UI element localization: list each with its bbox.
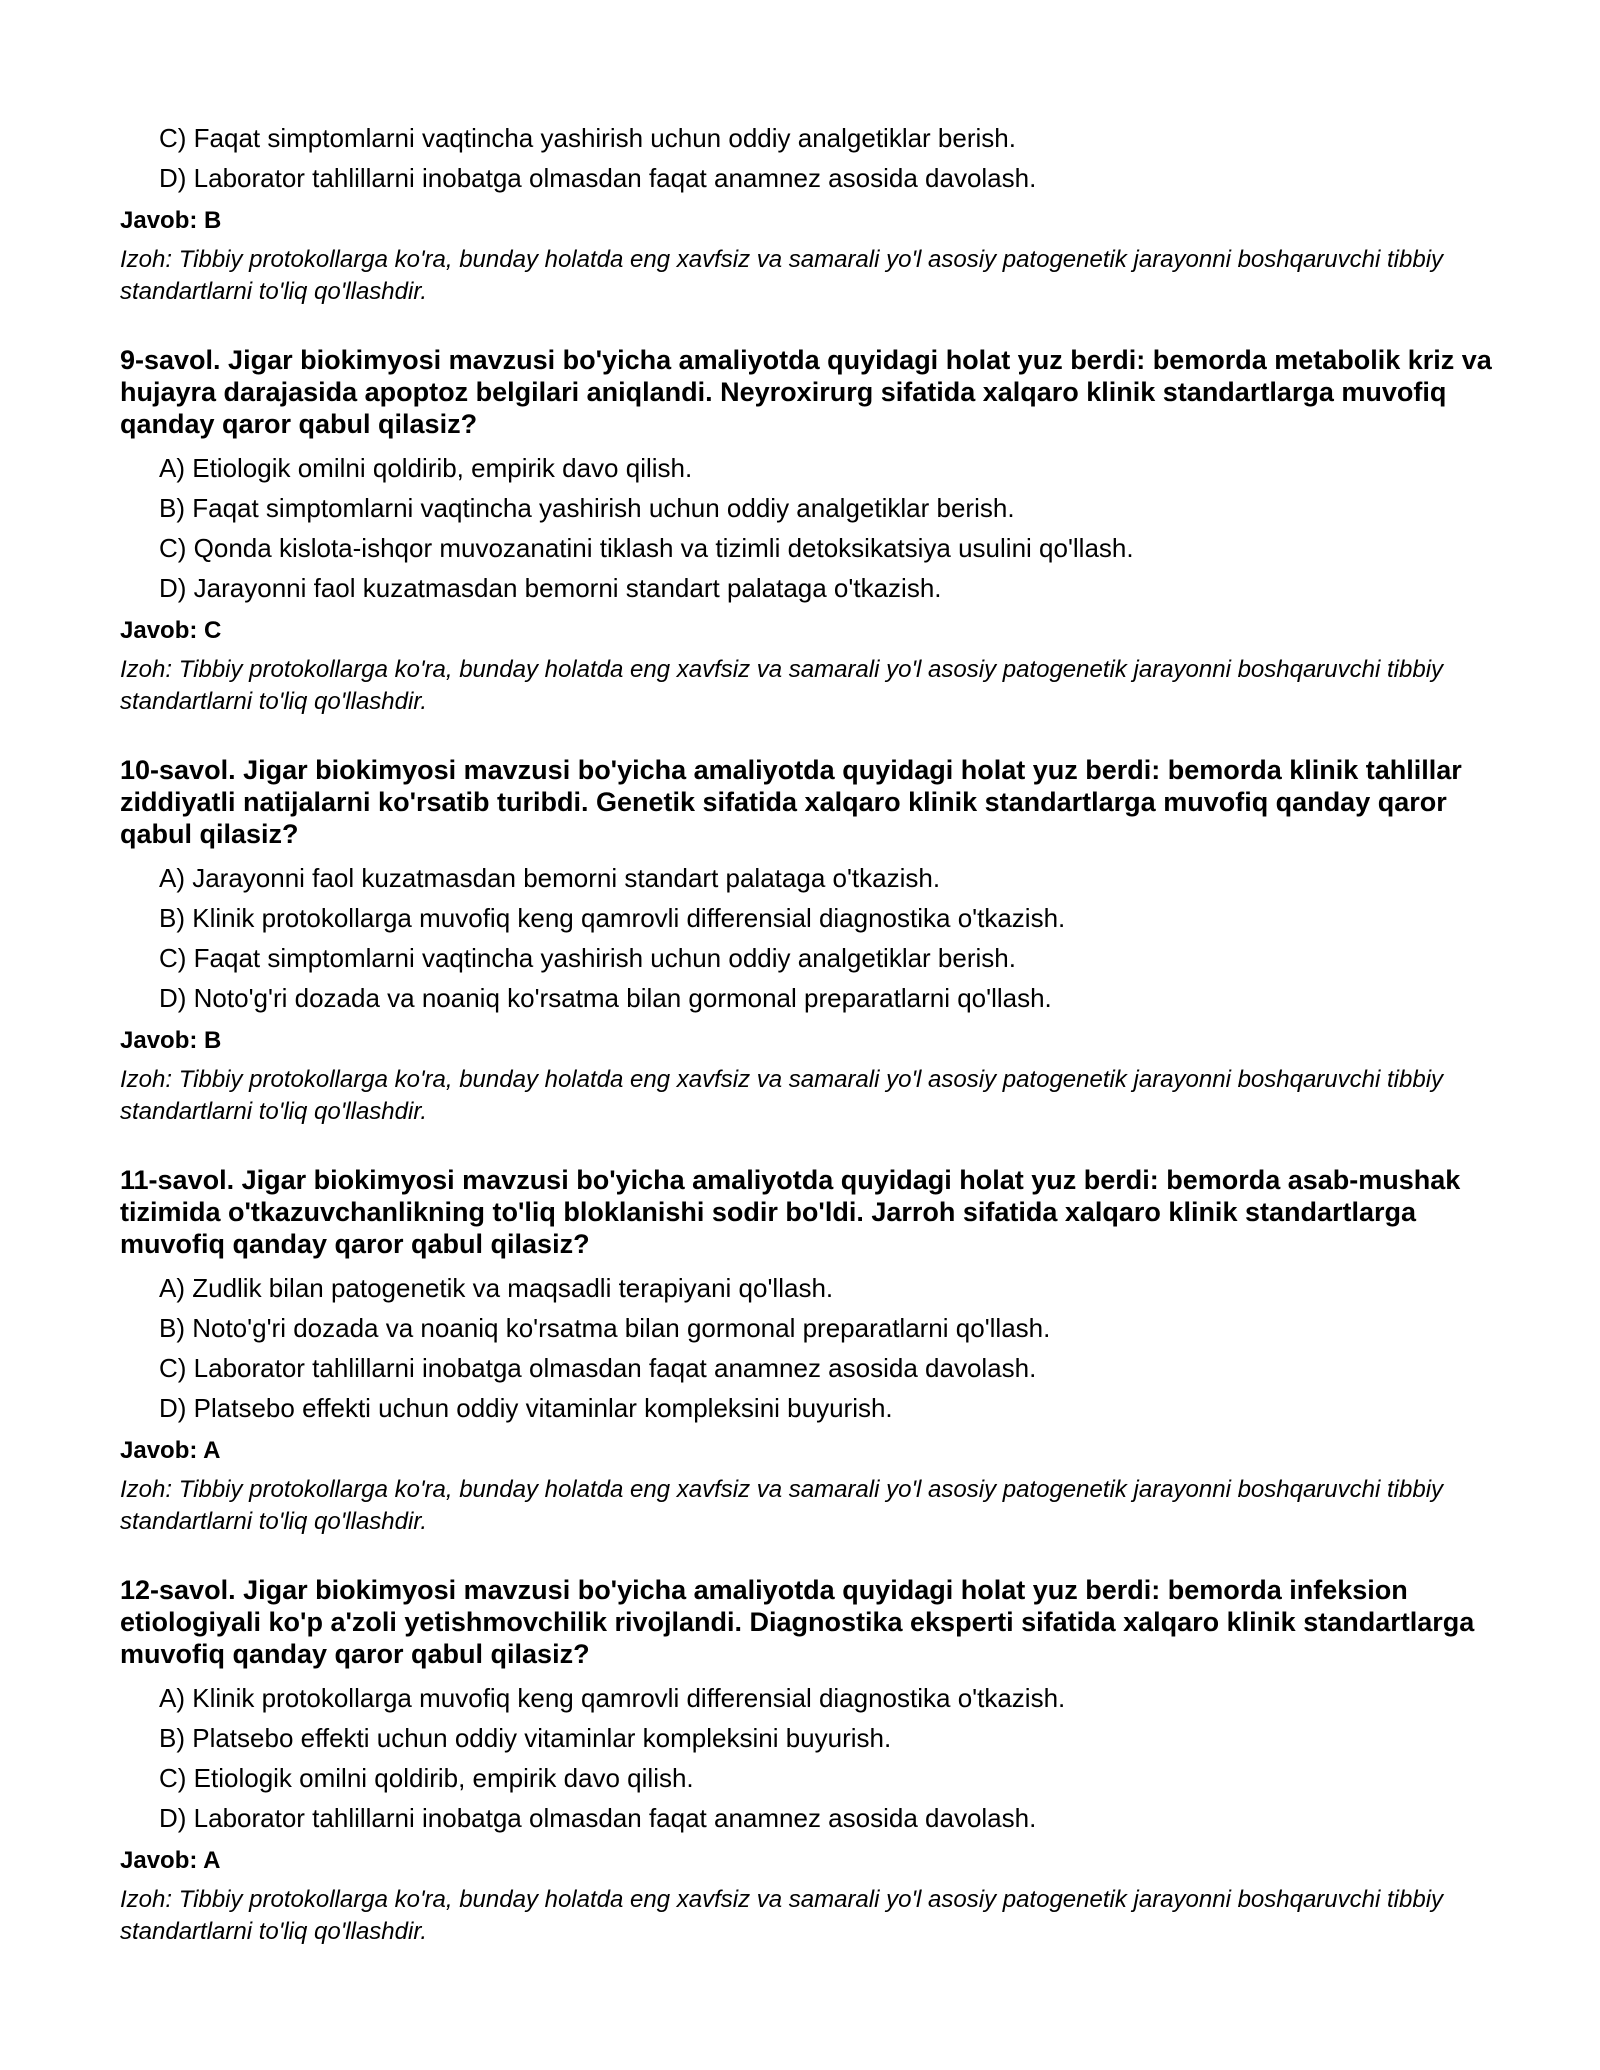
option-d: D) Noto'g'ri dozada va noaniq ko'rsatma bilan gormonal preparatlarni qo'llash.: [159, 983, 1052, 1013]
option-b: B) Noto'g'ri dozada va noaniq ko'rsatma bilan gormonal preparatlarni qo'llash.: [159, 1313, 1051, 1343]
explanation-text: Izoh: Tibbiy protokollarga ko'ra, bunday holatda eng xavfsiz va samarali yo'l asosiy patogenetik jarayonni boshqaruvchi tibbiy standartlarni to'liq qo'llashdir.: [120, 1476, 1444, 1535]
question-text: 10-savol. Jigar biokimyosi mavzusi bo'yicha amaliyotda quyidagi holat yuz berdi: bemorda klinik tahlillar ziddiyatli natijalarni ko'rsatib turibdi. Genetik sifatida xalqaro klinik standartlarga muvofiq qanday qaror qabul qilasiz?: [120, 755, 1462, 849]
option-c: C) Qonda kislota-ishqor muvozanatini tiklash va tizimli detoksikatsiya usulini qo'llash.: [159, 533, 1134, 563]
answer-label: Javob: B: [120, 207, 222, 234]
answer-label: Javob: C: [120, 617, 222, 644]
option-b: B) Klinik protokollarga muvofiq keng qamrovli differensial diagnostika o'tkazish.: [159, 903, 1066, 933]
question-block-12: [120, 1574, 1500, 1948]
option-d: D) Jarayonni faol kuzatmasdan bemorni standart palataga o'tkazish.: [159, 573, 942, 603]
question-text: 9-savol. Jigar biokimyosi mavzusi bo'yicha amaliyotda quyidagi holat yuz berdi: bemorda metabolik kriz va hujayra darajasida apoptoz belgilari aniqlandi. Neyroxirurg sifatida xalqaro klinik standartlarga muvofiq qanday qaror qabul qilasiz?: [120, 345, 1492, 439]
option-c: C) Etiologik omilni qoldirib, empirik davo qilish.: [159, 1763, 694, 1793]
answer-label: Javob: A: [120, 1437, 221, 1464]
option-c: C) Laborator tahlillarni inobatga olmasdan faqat anamnez asosida davolash.: [159, 1353, 1037, 1383]
question-block-11: [120, 1164, 1500, 1538]
question-text: 12-savol. Jigar biokimyosi mavzusi bo'yicha amaliyotda quyidagi holat yuz berdi: bemorda infeksion etiologiyali ko'p a'zoli yetishmovchilik rivojlandi. Diagnostika eksperti sifatida xalqaro klinik standartlarga muvofiq qanday qaror qabul qilasiz?: [120, 1575, 1475, 1669]
explanation-text: Izoh: Tibbiy protokollarga ko'ra, bunday holatda eng xavfsiz va samarali yo'l asosiy patogenetik jarayonni boshqaruvchi tibbiy standartlarni to'liq qo'llashdir.: [120, 246, 1444, 305]
question-block-continued: [120, 118, 1500, 308]
option-b: B) Platsebo effekti uchun oddiy vitaminlar kompleksini buyurish.: [159, 1723, 892, 1753]
option-d: D) Laborator tahlillarni inobatga olmasdan faqat anamnez asosida davolash.: [159, 163, 1037, 193]
question-block-9: [120, 344, 1500, 718]
answer-label: Javob: B: [120, 1027, 222, 1054]
option-b: B) Faqat simptomlarni vaqtincha yashirish uchun oddiy analgetiklar berish.: [159, 493, 1015, 523]
option-c: C) Faqat simptomlarni vaqtincha yashirish uchun oddiy analgetiklar berish.: [159, 123, 1016, 153]
option-a: A) Jarayonni faol kuzatmasdan bemorni standart palataga o'tkazish.: [159, 863, 941, 893]
option-d: D) Platsebo effekti uchun oddiy vitaminlar kompleksini buyurish.: [159, 1393, 893, 1423]
explanation-text: Izoh: Tibbiy protokollarga ko'ra, bunday holatda eng xavfsiz va samarali yo'l asosiy patogenetik jarayonni boshqaruvchi tibbiy standartlarni to'liq qo'llashdir.: [120, 656, 1444, 715]
option-a: A) Klinik protokollarga muvofiq keng qamrovli differensial diagnostika o'tkazish.: [159, 1683, 1066, 1713]
option-a: A) Zudlik bilan patogenetik va maqsadli terapiyani qo'llash.: [159, 1273, 834, 1303]
explanation-text: Izoh: Tibbiy protokollarga ko'ra, bunday holatda eng xavfsiz va samarali yo'l asosiy patogenetik jarayonni boshqaruvchi tibbiy standartlarni to'liq qo'llashdir.: [120, 1066, 1444, 1125]
option-d: D) Laborator tahlillarni inobatga olmasdan faqat anamnez asosida davolash.: [159, 1803, 1037, 1833]
answer-label: Javob: A: [120, 1847, 221, 1874]
option-a: A) Etiologik omilni qoldirib, empirik davo qilish.: [159, 453, 693, 483]
question-block-10: [120, 754, 1500, 1128]
explanation-text: Izoh: Tibbiy protokollarga ko'ra, bunday holatda eng xavfsiz va samarali yo'l asosiy patogenetik jarayonni boshqaruvchi tibbiy standartlarni to'liq qo'llashdir.: [120, 1886, 1444, 1945]
question-text: 11-savol. Jigar biokimyosi mavzusi bo'yicha amaliyotda quyidagi holat yuz berdi: bemorda asab-mushak tizimida o'tkazuvchanlikning to'liq bloklanishi sodir bo'ldi. Jarroh sifatida xalqaro klinik standartlarga muvofiq qanday qaror qabul qilasiz?: [120, 1165, 1461, 1259]
option-c: C) Faqat simptomlarni vaqtincha yashirish uchun oddiy analgetiklar berish.: [159, 943, 1016, 973]
